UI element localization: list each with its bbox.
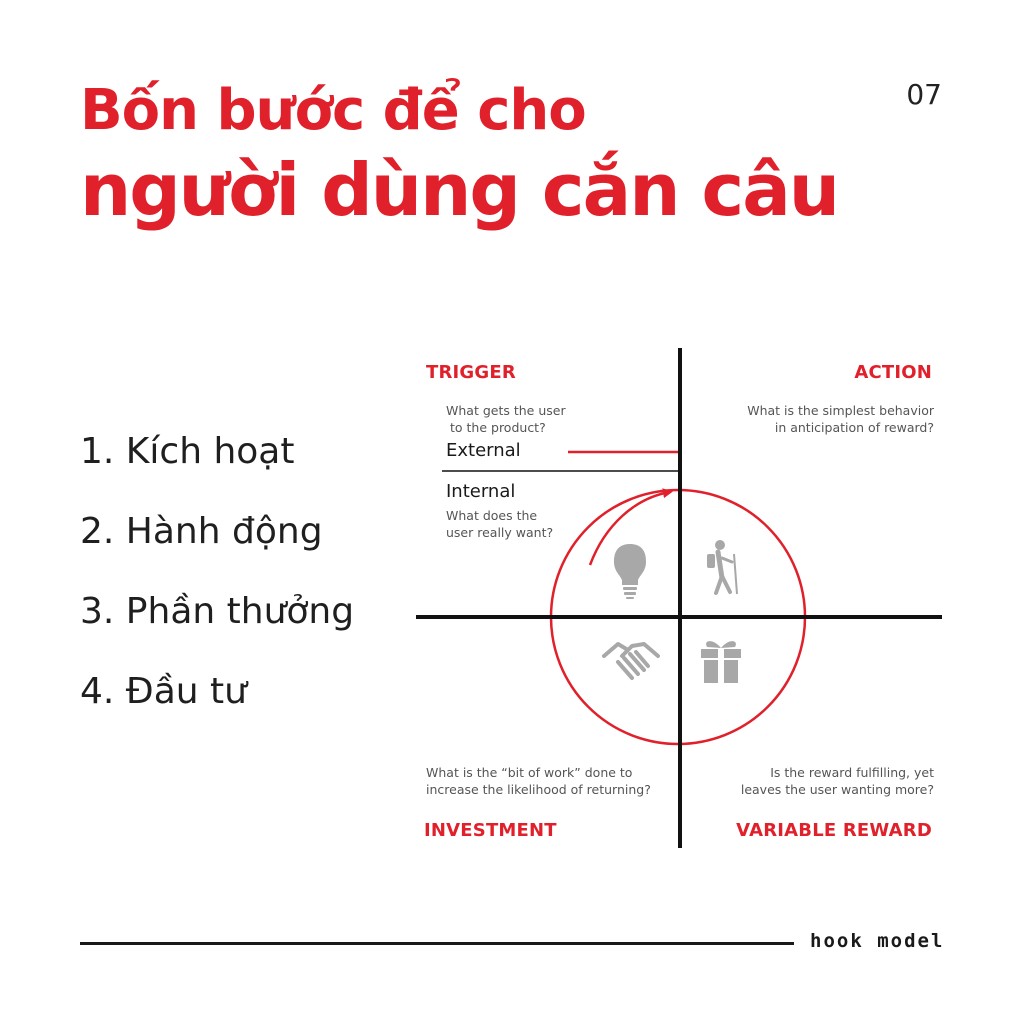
step-action: 2. Hành động bbox=[80, 511, 323, 552]
investment-question-line-2: increase the likelihood of returning? bbox=[426, 782, 651, 797]
step-investment: 4. Đầu tư bbox=[80, 671, 247, 712]
hook-model-diagram bbox=[400, 340, 960, 860]
footer-divider bbox=[80, 942, 794, 945]
step-trigger: 1. Kích hoạt bbox=[80, 431, 295, 472]
trigger-question-line-1: What gets the user bbox=[446, 403, 566, 418]
internal-question-line-2: user really want? bbox=[446, 525, 554, 540]
variable-reward-question bbox=[741, 764, 934, 798]
footer-label: hook model bbox=[810, 930, 945, 952]
internal-question bbox=[446, 507, 553, 541]
lightbulb-icon bbox=[614, 544, 646, 599]
page-number: 07 bbox=[906, 78, 942, 111]
action-question-line-1: What is the simplest behavior bbox=[747, 403, 934, 418]
title-line-1: Bốn bước để cho bbox=[80, 78, 586, 143]
gift-icon bbox=[701, 641, 741, 683]
internal-question-line-1: What does the bbox=[446, 508, 538, 523]
action-question bbox=[747, 402, 934, 436]
trigger-question bbox=[446, 402, 566, 436]
investment-title: INVESTMENT bbox=[424, 820, 557, 841]
hiker-icon bbox=[707, 540, 737, 594]
investment-question-line-1: What is the “bit of work” done to bbox=[426, 765, 633, 780]
external-trigger-label: External bbox=[446, 440, 521, 461]
variable-reward-question-line-2: leaves the user wanting more? bbox=[740, 782, 934, 797]
internal-trigger-label: Internal bbox=[446, 481, 516, 502]
investment-question bbox=[426, 764, 651, 798]
action-question-line-2: in anticipation of reward? bbox=[774, 420, 934, 435]
variable-reward-question-line-1: Is the reward fulfilling, yet bbox=[770, 765, 934, 780]
handshake-icon bbox=[604, 644, 658, 678]
action-title: ACTION bbox=[854, 362, 932, 383]
trigger-question-line-2: to the product? bbox=[450, 420, 546, 435]
variable-reward-title: VARIABLE REWARD bbox=[736, 820, 932, 841]
step-reward: 3. Phần thưởng bbox=[80, 591, 355, 632]
title-line-2: người dùng cắn câu bbox=[80, 148, 839, 232]
steps-list bbox=[80, 412, 354, 732]
trigger-title: TRIGGER bbox=[426, 362, 516, 383]
